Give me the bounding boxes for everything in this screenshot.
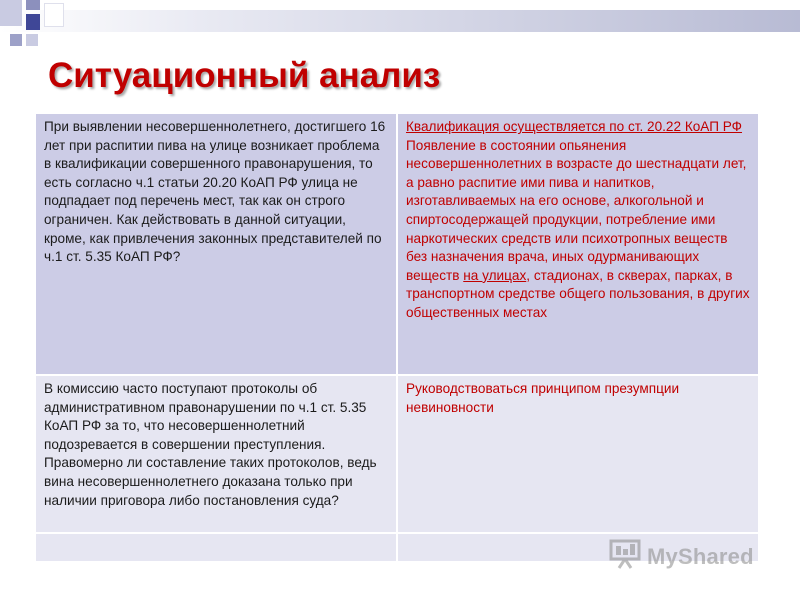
decor-square — [26, 34, 38, 46]
answer-text-part: Появление в состоянии опьянения несовершеннолетних в возрасте до шестнадцати лет, а равно распитие ими пива и напитков, изготавливаемых на его основе, алкогольной и спиртосодержащей продукции, потребление ими наркотических средств или психотропных веществ без назначения врача, иных одурманивающих веществ — [406, 137, 747, 283]
decor-square — [10, 34, 22, 46]
answer-text — [406, 137, 752, 323]
answer-text-part: , стадионах, в скверах, парках, в транспортном средстве общего пользования, в других общественных местах — [406, 267, 750, 320]
watermark-text: MyShared — [647, 543, 754, 569]
answer-heading: Квалификация осуществляется по ст. 20.22 КоАП РФ — [406, 119, 743, 134]
decor-square — [26, 14, 40, 30]
question-cell — [35, 375, 397, 533]
header-gradient-band — [0, 10, 800, 32]
answer-cell — [397, 375, 759, 533]
empty-cell — [35, 533, 397, 562]
table-row — [35, 113, 759, 375]
question-cell — [35, 113, 397, 375]
slide-title: Ситуационный анализ — [48, 56, 441, 95]
presentation-board-icon — [609, 539, 641, 574]
question-text: В комиссию часто поступают протоколы об административном правонарушении по ч.1 ст. 5.35 КоАП РФ за то, что несовершеннолетний подозревается в совершении преступления. Правомерно ли составление таких протоколов, ведь вина несовершеннолетнего доказана только при наличии приговора либо постановления суда? — [44, 381, 377, 508]
decor-square — [26, 0, 40, 10]
answer-cell — [397, 113, 759, 375]
answer-text: Руководствоваться принципом презумпции невиновности — [406, 381, 680, 415]
question-text: При выявлении несовершеннолетнего, достигшего 16 лет при распитии пива на улице возникает проблема в квалификации совершенного правонарушения, то есть согласно ч.1 статьи 20.20 КоАП РФ улица не подпадает под перечень мест, так как он строго ограничен. Как действовать в данной ситуации, кроме, как привлечения законных представителей по ч.1 ст. 5.35 КоАП РФ? — [44, 119, 386, 265]
decor-square — [44, 3, 64, 27]
watermark — [609, 539, 754, 574]
analysis-table — [34, 112, 760, 563]
streets-link[interactable]: на улицах — [463, 267, 527, 283]
table-row — [35, 375, 759, 533]
decor-square — [0, 0, 22, 26]
